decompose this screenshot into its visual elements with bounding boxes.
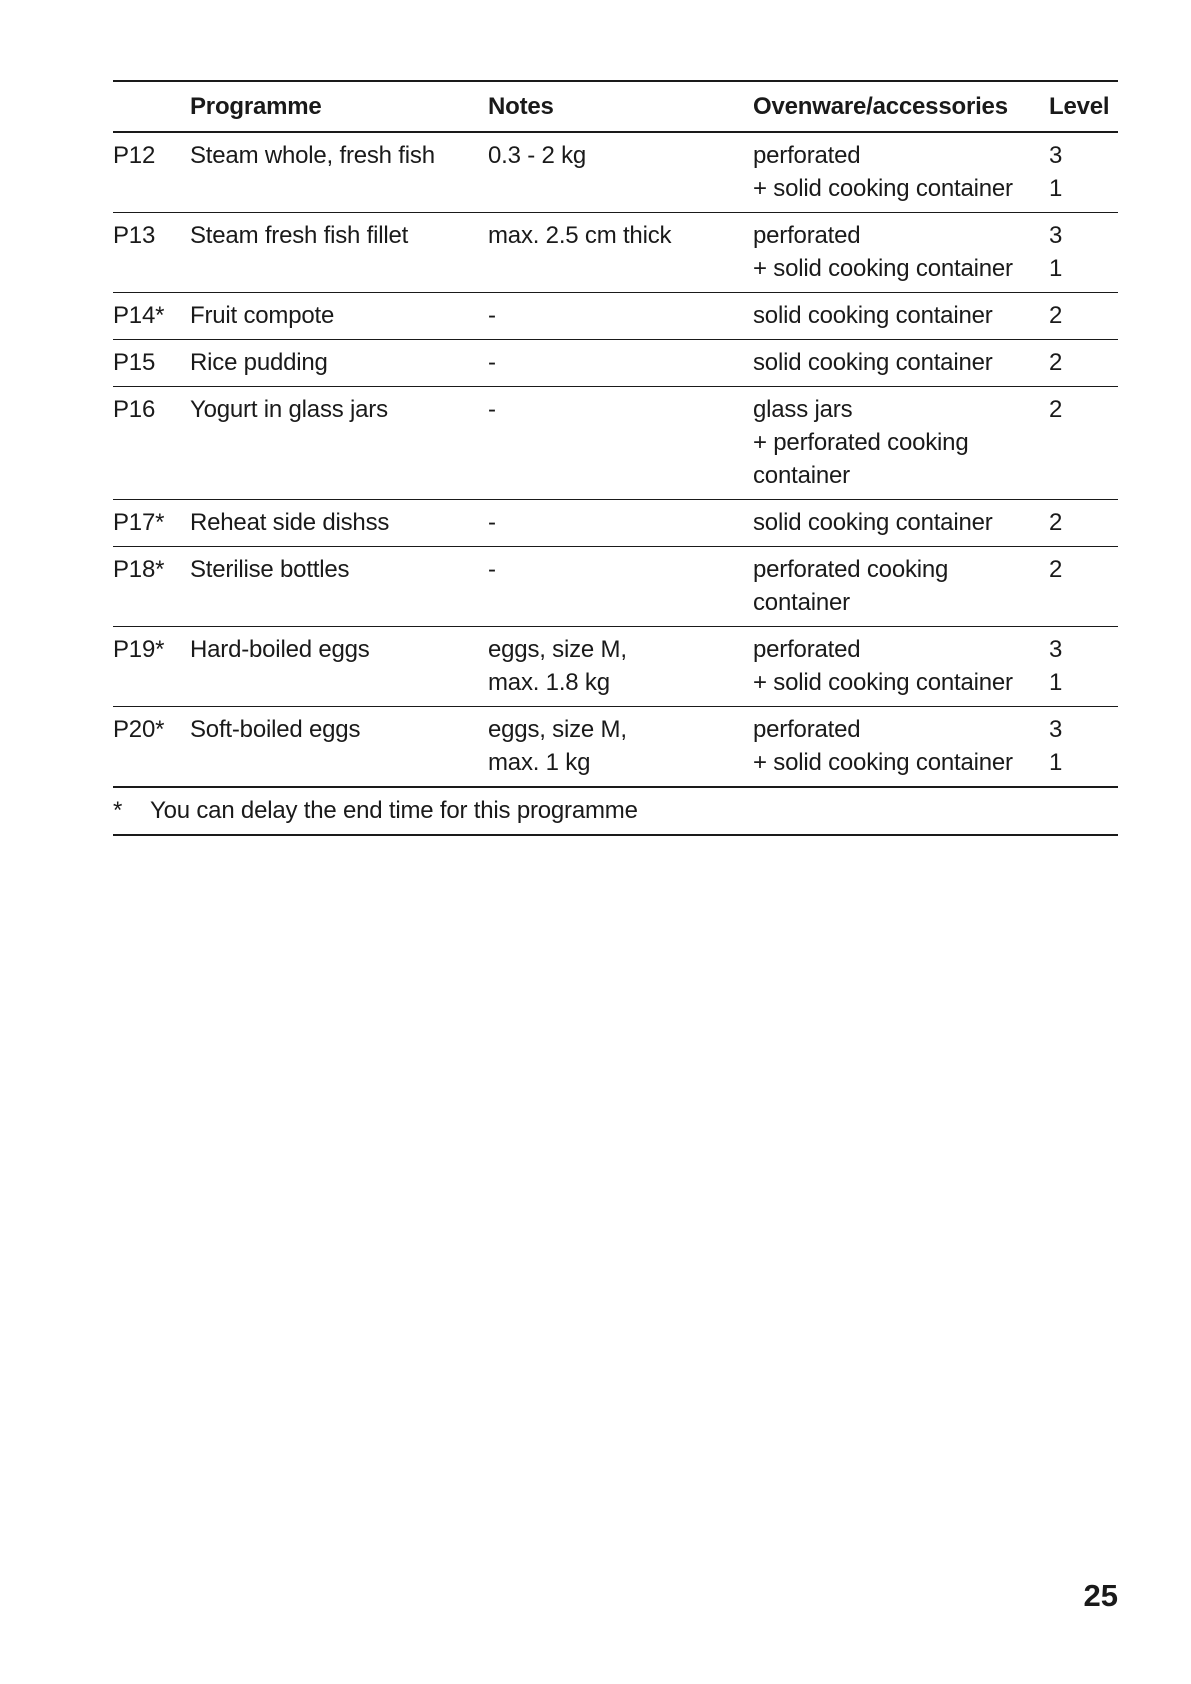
ovenware-line: solid cooking container <box>753 349 993 376</box>
table-row <box>113 627 1118 707</box>
cell-ovenware <box>753 340 1049 387</box>
cell-level <box>1049 387 1118 500</box>
level-line: 3 <box>1049 716 1063 743</box>
ovenware-line: + solid cooking container <box>753 175 1013 202</box>
notes-line: max. 1 kg <box>488 749 591 776</box>
cell-level <box>1049 132 1118 213</box>
cell-level <box>1049 293 1118 340</box>
ovenware-line: + solid cooking container <box>753 255 1013 282</box>
notes-line: - <box>488 302 496 329</box>
notes-line: max. 1.8 kg <box>488 669 610 696</box>
table-row <box>113 707 1118 788</box>
ovenware-line: perforated <box>753 222 861 249</box>
notes-line: eggs, size M, <box>488 716 627 743</box>
cell-code: P13 <box>113 213 190 293</box>
level-line: 3 <box>1049 142 1063 169</box>
cell-notes <box>488 387 753 500</box>
cell-programme: Hard-boiled eggs <box>190 627 488 707</box>
footnote-text: You can delay the end time for this programme <box>150 797 638 824</box>
cell-notes <box>488 707 753 788</box>
level-line: 1 <box>1049 669 1063 696</box>
notes-line: - <box>488 556 496 583</box>
cell-programme: Steam whole, fresh fish <box>190 132 488 213</box>
level-line: 2 <box>1049 349 1063 376</box>
cell-notes <box>488 132 753 213</box>
level-line: 2 <box>1049 396 1063 423</box>
table-body <box>113 132 1118 787</box>
header-level: Level <box>1049 81 1118 132</box>
ovenware-line: + solid cooking container <box>753 669 1013 696</box>
notes-line: - <box>488 509 496 536</box>
cell-level <box>1049 340 1118 387</box>
cell-programme: Yogurt in glass jars <box>190 387 488 500</box>
table-row <box>113 387 1118 500</box>
ovenware-line: glass jars <box>753 396 853 423</box>
notes-line: eggs, size M, <box>488 636 627 663</box>
ovenware-line: perforated <box>753 716 861 743</box>
table-row <box>113 547 1118 627</box>
cell-programme: Reheat side dishss <box>190 500 488 547</box>
cell-code: P15 <box>113 340 190 387</box>
header-code <box>113 81 190 132</box>
cell-programme: Rice pudding <box>190 340 488 387</box>
cell-notes <box>488 340 753 387</box>
cell-ovenware <box>753 387 1049 500</box>
cell-notes <box>488 500 753 547</box>
cell-code: P14* <box>113 293 190 340</box>
footnote <box>113 787 1118 835</box>
programme-table <box>113 80 1118 836</box>
footnote-row <box>113 787 1118 835</box>
ovenware-line: + solid cooking container <box>753 749 1013 776</box>
cell-code: P17* <box>113 500 190 547</box>
level-line: 2 <box>1049 509 1063 536</box>
cell-programme: Soft-boiled eggs <box>190 707 488 788</box>
cell-ovenware <box>753 547 1049 627</box>
cell-level <box>1049 707 1118 788</box>
level-line: 1 <box>1049 749 1063 776</box>
notes-line: 0.3 - 2 kg <box>488 142 587 169</box>
level-line: 3 <box>1049 636 1063 663</box>
header-notes: Notes <box>488 81 753 132</box>
cell-notes <box>488 213 753 293</box>
cell-programme: Steam fresh fish fillet <box>190 213 488 293</box>
cell-code: P12 <box>113 132 190 213</box>
header-ovenware: Ovenware/accessories <box>753 81 1049 132</box>
cell-code: P20* <box>113 707 190 788</box>
table-row <box>113 293 1118 340</box>
level-line: 1 <box>1049 255 1063 282</box>
cell-code: P18* <box>113 547 190 627</box>
level-line: 2 <box>1049 556 1063 583</box>
ovenware-line: perforated cooking <box>753 556 949 583</box>
cell-ovenware <box>753 500 1049 547</box>
notes-line: - <box>488 396 496 423</box>
notes-line: max. 2.5 cm thick <box>488 222 672 249</box>
cell-ovenware <box>753 132 1049 213</box>
level-line: 3 <box>1049 222 1063 249</box>
table-row <box>113 500 1118 547</box>
cell-ovenware <box>753 213 1049 293</box>
cell-level <box>1049 500 1118 547</box>
cell-code: P16 <box>113 387 190 500</box>
footnote-asterisk: * <box>113 797 123 824</box>
level-line: 1 <box>1049 175 1063 202</box>
ovenware-line: solid cooking container <box>753 509 993 536</box>
table-row <box>113 340 1118 387</box>
ovenware-line: perforated <box>753 636 861 663</box>
ovenware-line: perforated <box>753 142 861 169</box>
cell-ovenware <box>753 707 1049 788</box>
cell-code: P19* <box>113 627 190 707</box>
ovenware-line: container <box>753 462 850 489</box>
cell-notes <box>488 547 753 627</box>
programme-table-container <box>113 80 1118 836</box>
ovenware-line: + perforated cooking <box>753 429 969 456</box>
cell-level <box>1049 213 1118 293</box>
ovenware-line: solid cooking container <box>753 302 993 329</box>
table-row <box>113 132 1118 213</box>
cell-programme: Fruit compote <box>190 293 488 340</box>
table-row <box>113 213 1118 293</box>
ovenware-line: container <box>753 589 850 616</box>
cell-notes <box>488 627 753 707</box>
level-line: 2 <box>1049 302 1063 329</box>
cell-ovenware <box>753 293 1049 340</box>
notes-line: - <box>488 349 496 376</box>
page-number: 25 <box>1083 1578 1118 1613</box>
cell-level <box>1049 547 1118 627</box>
cell-notes <box>488 293 753 340</box>
table-header-row <box>113 81 1118 132</box>
cell-ovenware <box>753 627 1049 707</box>
cell-programme: Sterilise bottles <box>190 547 488 627</box>
header-programme: Programme <box>190 81 488 132</box>
cell-level <box>1049 627 1118 707</box>
